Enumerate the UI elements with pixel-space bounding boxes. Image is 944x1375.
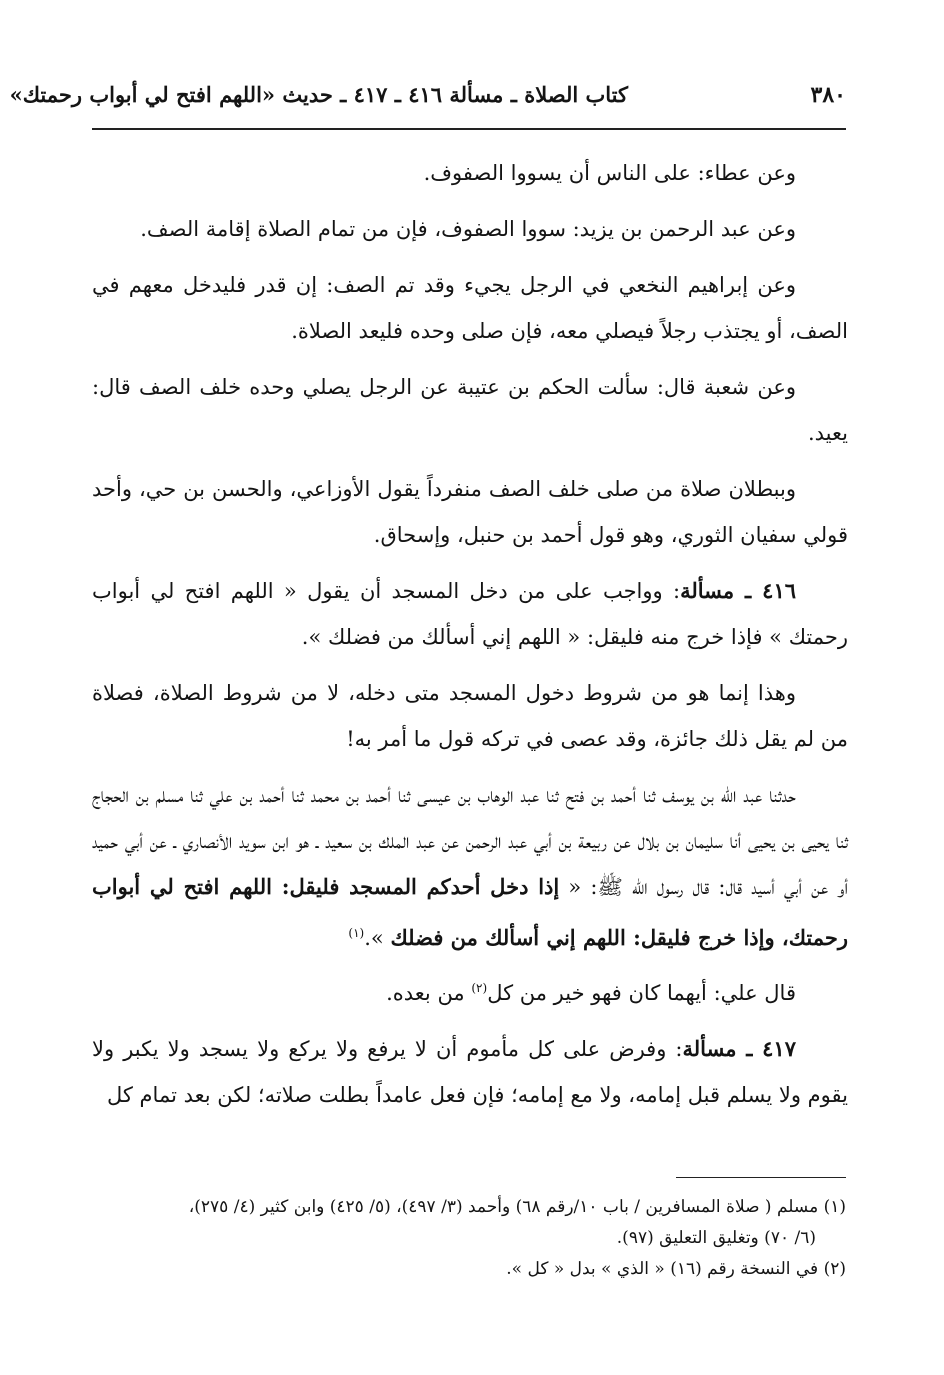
paragraph-abdulrahman: وعن عبد الرحمن بن يزيد: سووا الصفوف، فإن من تمام الصلاة إقامة الصف. (140, 217, 796, 241)
masala-417 (92, 1026, 848, 1118)
footnotes (92, 1192, 846, 1285)
main-text (92, 150, 848, 1128)
hadith-closing-quote: ». (364, 926, 384, 950)
hadith-paragraph (92, 772, 848, 961)
footnote-ref-2[interactable]: (٢) (471, 981, 488, 995)
masala-417-label: ٤١٧ ـ مسألة (682, 1036, 796, 1061)
ali-text-after: من بعده. (386, 981, 472, 1005)
page-header (9, 74, 846, 120)
ali-text-before: قال علي: أيهما كان فهو خير من كل (487, 981, 796, 1005)
hadith-isnad: حدثنا عبد الله بن يوسف ثنا أحمد بن فتح ثنا عبد الوهاب بن عيسى ثنا أحمد بن محمد ثنا أحمد بن علي ثنا مسلم بن الحجاج ثنا يحيى بن يحيى أنا سليمان بن بلال عن ربيعة بن أبي عبد الرحمن عن عبد الملك بن سعيد ـ هو ابن سويد الأنصاري ـ عن أبي حميد أو عن أبي أسيد قال: قال رسول الله ﷺ: « (92, 783, 848, 899)
footnote-1-line-2: (٦/ ٧٠) وتغليق التعليق (٩٧). (616, 1228, 816, 1248)
masala-417-text: : وفرض على كل مأموم أن لا يرفع ولا يركع ولا يسجد ولا يكبر ولا يقوم ولا يسلم قبل إمامه، ولا مع إمامه؛ فإن فعل عامداً بطلت صلاته؛ لكن بعد تمام كل (92, 1037, 848, 1107)
masala-416-text: : وواجب على من دخل المسجد أن يقول « اللهم افتح لي أبواب رحمتك » فإذا خرج منه فليقل: « اللهم إني أسألك من فضلك ». (92, 579, 848, 649)
paragraph-awzai: وببطلان صلاة من صلى خلف الصف منفرداً يقول الأوزاعي، والحسن بن حي، وأحد قولي سفيان الثوري، وهو قول أحمد بن حنبل، وإسحاق. (92, 477, 848, 547)
footnote-2: (٢) في النسخة رقم (١٦) « الذي » بدل « كل ». (506, 1259, 846, 1279)
paragraph-nakhai: وعن إبراهيم النخعي في الرجل يجيء وقد تم الصف: إن قدر فليدخل معهم في الصف، أو يجتذب رجلاً فيصلي معه، فإن صلى وحده فليعد الصلاة. (92, 273, 848, 343)
page-number: ٣٨٠ (810, 82, 846, 108)
header-divider (92, 128, 846, 130)
paragraph-shuba: وعن شعبة قال: سألت الحكم بن عتيبة عن الرجل يصلي وحده خلف الصف قال: يعيد. (92, 375, 848, 445)
paragraph-conditions: وهذا إنما هو من شروط دخول المسجد متى دخله، لا من شروط الصلاة، فصلاة من لم يقل ذلك جائزة، وقد عصى في تركه قول ما أمر به! (92, 681, 848, 751)
footnote-ref-1[interactable]: (١) (348, 926, 365, 940)
paragraph-ali (92, 965, 848, 1016)
running-title: كتاب الصلاة ـ مسألة ٤١٦ ـ ٤١٧ ـ حديث «اللهم افتح لي أبواب رحمتك» (9, 82, 628, 107)
footnote-1-line-1: (١) مسلم ( صلاة المسافرين / باب ١٠/رقم ٦٨) وأحمد (٣/ ٤٩٧)، (٥/ ٤٢٥) وابن كثير (٤/ ٢٧٥)، (188, 1197, 846, 1217)
masala-416-label: ٤١٦ ـ مسألة (680, 578, 797, 603)
footnote-divider (676, 1177, 846, 1178)
masala-416 (92, 568, 848, 660)
hadith-matn: إذا دخل أحدكم المسجد فليقل: اللهم افتح لي أبواب رحمتك، وإذا خرج فليقل: اللهم إني أسألك من فضلك (92, 874, 848, 950)
paragraph-ata: وعن عطاء: على الناس أن يسووا الصفوف. (423, 161, 796, 185)
